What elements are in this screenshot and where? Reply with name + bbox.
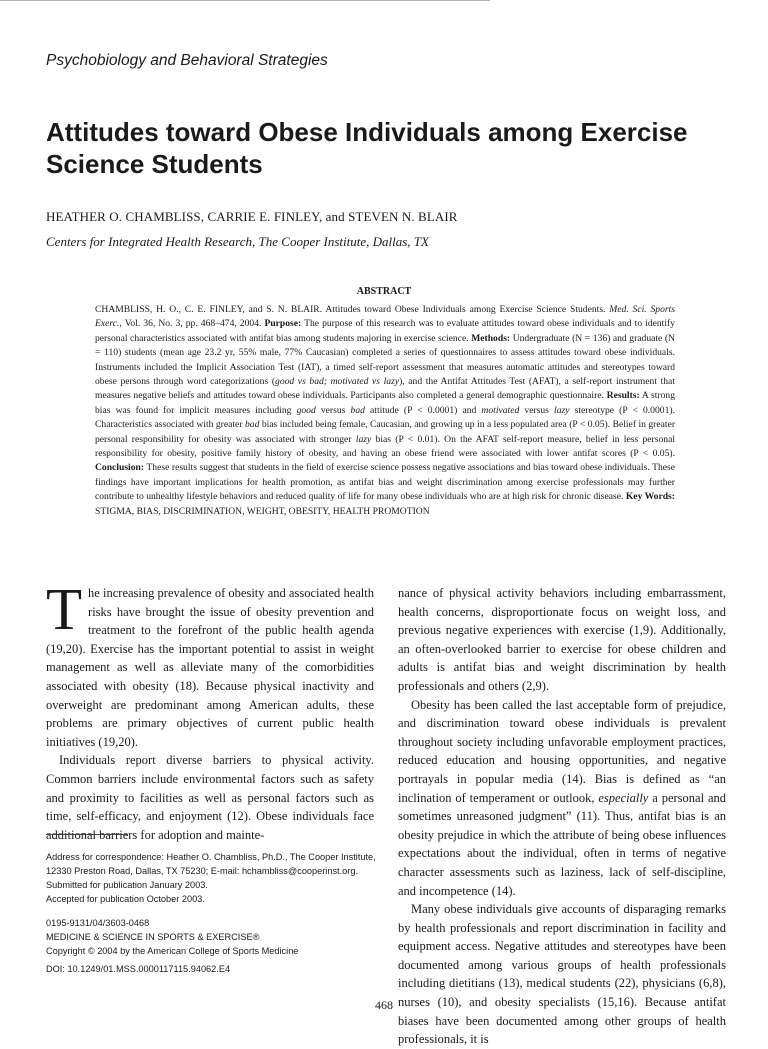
body-paragraph: Individuals report diverse barriers to physical activity. Common barriers include environmental factors such as safety and proximity to facilities as well as personal factors such as time, self-efficacy, and enjoyment (12). Obese individuals face additional barriers for adoption and mainte- [46,753,374,842]
results-emphasis: bad [350,404,365,416]
abstract-heading: ABSTRACT [356,286,412,297]
body-paragraph: nance of physical activity behaviors including embarrassment, health concerns, disproportionate focus on weight loss, and previous negative experiences with exercise (1,9). Additionally, an often-overlooked barrier to exercise for obese children and adults is antifat bias and weight discrimination by health professionals and others (2,9). [398,586,726,693]
intro-paragraph [46,576,374,751]
results-text: bias included being female, Caucasian, and growing up in a less populated area (P < 0.05). Belief in greater personal responsibility for obesity was associated with stronger [95,419,676,445]
results-emphasis: lazy [355,433,372,445]
results-emphasis: motivated [481,404,520,416]
drop-cap: T [46,576,83,642]
body-text: Obesity has been called the last acceptable form of prejudice, and discrimination toward obese individuals is prevalent throughout society including unfavorable employment practices, reduced education and housing opportunities, and negative portrayals in popular media (14). Bias is defined as “an inclination of temperament or outlook, [398,697,726,805]
body-emphasis: especially [598,790,649,805]
methods-emphasis: good vs bad; motivated vs lazy [275,376,400,388]
purpose-label: Purpose: [264,318,302,330]
results-text: bias (P < 0.01). On the AFAT self-report measure, belief in less personal responsibility for obesity, positive family history of obesity, and having an obese friend were associated with lower antifat scores (P < 0.05). [95,433,675,460]
keywords-text: STIGMA, BIAS, DISCRIMINATION, WEIGHT, OBESITY, HEALTH PROMOTION [95,505,430,517]
body-column-right [398,584,726,1049]
footnote-block [46,850,379,976]
conclusion-text: These results suggest that students in the field of exercise science possess negative associations and bias toward obese individuals. These findings have important implications for health promotion, as antifat bias and weight discrimination among exercise professionals may further contribute to unhealthy lifestyle behaviors and reduced quality of life for many obese individuals who are at high risk for chronic disease. [95,462,675,503]
journal-name: MEDICINE & SCIENCE IN SPORTS & EXERCISE® [46,932,260,942]
article-title: Attitudes toward Obese Individuals among Exercise Science Students [46,117,688,179]
copyright-line: Copyright © 2004 by the American College of Sports Medicine [46,946,299,956]
correspondence-address: Address for correspondence: Heather O. Chambliss, Ph.D., The Cooper Institute, 12330 Preston Road, Dallas, TX 75230; E-mail: hchambliss@cooperinst.org. [46,852,379,876]
submitted-date: Submitted for publication January 2003. [46,880,208,890]
body-text: a personal and sometimes unreasoned judgment” (11). Thus, antifat bias is an obesity prejudice in which the attribute of being obese influences expectations about the individual, often in terms of negative character assessments such as laziness, lack of self-discipline, and incompetence (14). [398,790,727,898]
accepted-date: Accepted for publication October 2003. [46,894,205,904]
page-number: 468 [375,998,393,1012]
results-label: Results: [606,390,640,402]
citation-volume: , Vol. 36, No. 3, pp. 468–474, 2004. [119,318,262,330]
article-code: 0195-9131/04/3603-0468 [46,918,150,928]
affiliation: Centers for Integrated Health Research, The Cooper Institute, Dallas, TX [46,234,429,249]
body-paragraph: Many obese individuals give accounts of disparaging remarks by health professionals and report discrimination in facility and equipment access. Negative attitudes and stereotypes have been documented among various groups of health professionals including dietitians (13), medical students (22), physicians (6,8), nurses (10), and obesity specialists (15,16). Because antifat biases have been documented among other groups of health professionals, it is [398,902,726,1047]
body-paragraph [398,696,726,901]
section-heading: Psychobiology and Behavioral Strategies [46,52,328,69]
footnote-rule [46,834,128,835]
methods-label: Methods: [471,332,511,344]
doi-line: DOI: 10.1249/01.MSS.0000117115.94062.E4 [46,964,231,974]
results-text: A strong bias was found for implicit measures including [95,390,675,416]
results-text: versus [320,404,346,416]
conclusion-label: Conclusion: [95,462,145,474]
keywords-label: Key Words: [625,491,675,503]
results-text: stereotype (P < 0.0001). Characteristics associated with greater [95,404,675,431]
purpose-text: The purpose of this research was to evaluate attitudes toward obese individuals and to identify personal characteristics associated with antifat bias among students majoring in exercise science. [95,318,676,344]
methods-text-2: ), and the Antifat Attitudes Test (AFAT), a self-report instrument that measures negative beliefs and attitudes toward obese individuals. Participants also completed a general demographic questionnaire. [95,376,675,402]
body-column-left [46,576,374,844]
intro-text: he increasing prevalence of obesity and associated health risks have brought the issue of obesity prevention and treatment to the forefront of the public health agenda (19,20). Exercise has the important potential to assist in weight management as well as alleviate many of the comorbidities associated with obesity (18). Because physical inactivity and overweight are predominant among American adults, these problems are primary objectives of current public health initiatives (19,20). [46,586,374,749]
author-list: HEATHER O. CHAMBLISS, CARRIE E. FINLEY, and STEVEN N. BLAIR [46,209,458,224]
citation-text: CHAMBLISS, H. O., C. E. FINLEY, and S. N. BLAIR. Attitudes toward Obese Individuals among Exercise Science Students. [95,304,606,315]
footnote-spacer [46,906,376,916]
results-text: versus [524,404,549,416]
top-rule [0,0,490,1]
results-text: attitude (P < 0.0001) and [370,404,477,416]
results-emphasis: good [296,404,316,416]
journal-abbrev: Med. Sci. Sports Exerc. [95,304,675,330]
results-emphasis: lazy [554,404,570,416]
methods-text: Undergraduate (N = 136) and graduate (N = 110) students (mean age 23.2 yr, 55% male, 77% Caucasian) completed a series of questionnaires to assess attitudes toward obese individuals. Instruments included the Implicit Association Test (IAT), a timed self-report assessment that measures automatic attitudes and stereotypes toward obese persons through word categorizations ( [95,332,675,388]
results-emphasis: bad [244,419,260,431]
abstract-body [95,303,675,519]
